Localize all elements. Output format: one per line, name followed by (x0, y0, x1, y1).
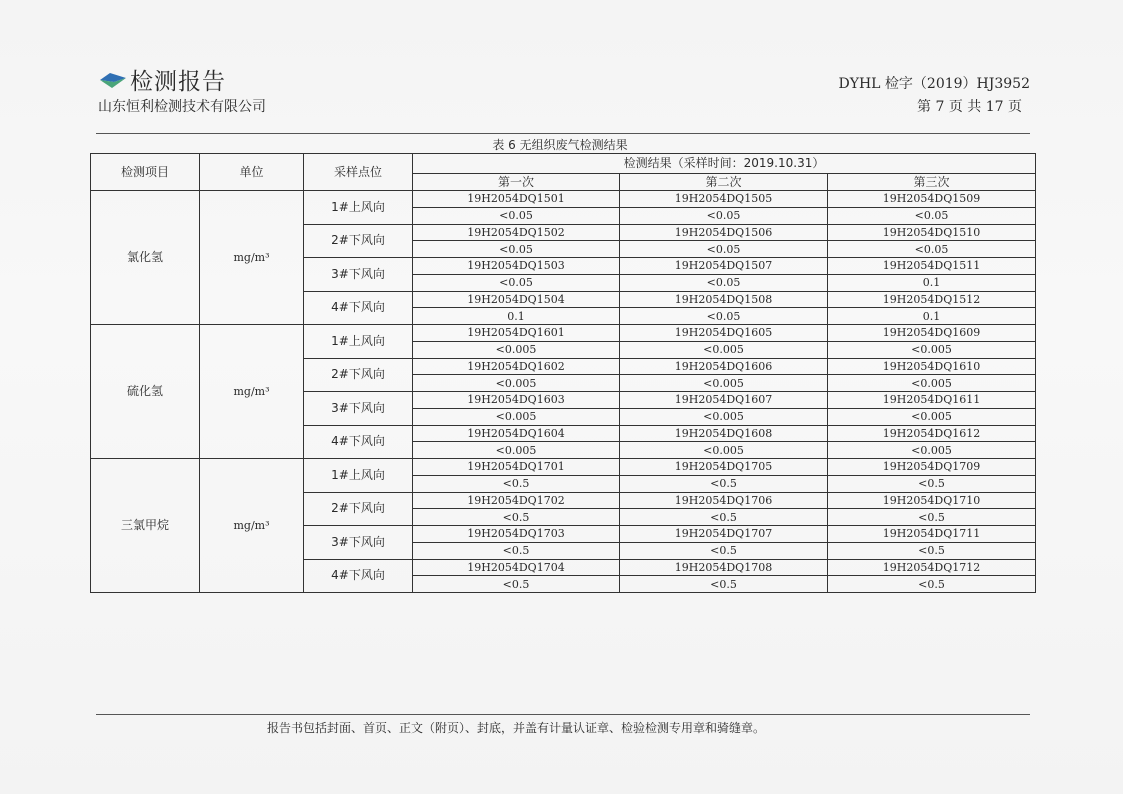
result-value-cell: <0.5 (620, 509, 828, 526)
table-row (91, 459, 1036, 476)
site-cell: 4#下风向 (304, 425, 413, 459)
site-cell: 1#上风向 (304, 325, 413, 359)
result-value-cell: <0.005 (828, 375, 1036, 392)
sample-code-cell: 19H2054DQ1707 (620, 526, 828, 543)
unit-cell: mg/m³ (200, 191, 304, 325)
sample-code-cell: 19H2054DQ1711 (828, 526, 1036, 543)
sample-code-cell: 19H2054DQ1511 (828, 258, 1036, 275)
result-value-cell: <0.005 (620, 408, 828, 425)
sample-code-cell: 19H2054DQ1708 (620, 559, 828, 576)
sample-code-cell: 19H2054DQ1604 (413, 425, 620, 442)
header-round-1: 第一次 (413, 174, 620, 191)
header-unit: 单位 (200, 154, 304, 191)
result-value-cell: <0.005 (413, 408, 620, 425)
footer-note: 报告书包括封面、首页、正文（附页）、封底，并盖有计量认证章、检验检测专用章和骑缝章。 (266, 721, 765, 735)
result-value-cell: <0.05 (828, 207, 1036, 224)
sample-code-cell: 19H2054DQ1505 (620, 191, 828, 208)
report-title: 检测报告 (130, 69, 226, 95)
result-value-cell: <0.05 (413, 241, 620, 258)
sample-code-cell: 19H2054DQ1710 (828, 492, 1036, 509)
sample-code-cell: 19H2054DQ1508 (620, 291, 828, 308)
sample-code-cell: 19H2054DQ1606 (620, 358, 828, 375)
result-value-cell: <0.5 (828, 576, 1036, 593)
result-value-cell: <0.005 (828, 408, 1036, 425)
result-value-cell: <0.5 (828, 475, 1036, 492)
result-value-cell: <0.5 (413, 475, 620, 492)
sample-code-cell: 19H2054DQ1609 (828, 325, 1036, 342)
header-site: 采样点位 (304, 154, 413, 191)
sample-code-cell: 19H2054DQ1610 (828, 358, 1036, 375)
site-cell: 4#下风向 (304, 291, 413, 325)
sample-code-cell: 19H2054DQ1703 (413, 526, 620, 543)
result-value-cell: <0.05 (620, 207, 828, 224)
unit-cell: mg/m³ (200, 459, 304, 593)
result-value-cell: 0.1 (828, 274, 1036, 291)
report-number: DYHL 检字（2019）HJ3952 (838, 76, 1030, 92)
company-logo-icon (98, 70, 128, 90)
site-cell: 3#下风向 (304, 526, 413, 560)
results-table (90, 153, 1036, 593)
result-value-cell: <0.05 (828, 241, 1036, 258)
sample-code-cell: 19H2054DQ1605 (620, 325, 828, 342)
sample-code-cell: 19H2054DQ1501 (413, 191, 620, 208)
result-value-cell: <0.005 (620, 442, 828, 459)
result-value-cell: <0.005 (413, 375, 620, 392)
sample-code-cell: 19H2054DQ1709 (828, 459, 1036, 476)
sample-code-cell: 19H2054DQ1603 (413, 392, 620, 409)
sample-code-cell: 19H2054DQ1509 (828, 191, 1036, 208)
sample-code-cell: 19H2054DQ1701 (413, 459, 620, 476)
site-cell: 2#下风向 (304, 224, 413, 258)
result-value-cell: <0.5 (620, 475, 828, 492)
sample-code-cell: 19H2054DQ1506 (620, 224, 828, 241)
result-value-cell: <0.05 (620, 241, 828, 258)
sample-code-cell: 19H2054DQ1612 (828, 425, 1036, 442)
result-value-cell: <0.05 (620, 308, 828, 325)
result-value-cell: <0.5 (413, 576, 620, 593)
result-value-cell: <0.005 (828, 341, 1036, 358)
results-body (91, 191, 1036, 593)
result-value-cell: <0.5 (620, 576, 828, 593)
result-value-cell: 0.1 (828, 308, 1036, 325)
result-value-cell: <0.5 (413, 542, 620, 559)
site-cell: 1#上风向 (304, 459, 413, 493)
page-number: 第 7 页 共 17 页 (917, 99, 1022, 115)
sample-code-cell: 19H2054DQ1608 (620, 425, 828, 442)
site-cell: 2#下风向 (304, 492, 413, 526)
item-cell: 三氯甲烷 (91, 459, 200, 593)
result-value-cell: <0.05 (620, 274, 828, 291)
result-value-cell: <0.05 (413, 274, 620, 291)
site-cell: 2#下风向 (304, 358, 413, 392)
sample-code-cell: 19H2054DQ1507 (620, 258, 828, 275)
result-value-cell: <0.005 (828, 442, 1036, 459)
result-value-cell: <0.005 (413, 341, 620, 358)
result-value-cell: <0.5 (620, 542, 828, 559)
header-round-3: 第三次 (828, 174, 1036, 191)
page-header (96, 60, 1030, 136)
sample-code-cell: 19H2054DQ1712 (828, 559, 1036, 576)
result-value-cell: <0.5 (828, 509, 1036, 526)
sample-code-cell: 19H2054DQ1512 (828, 291, 1036, 308)
site-cell: 3#下风向 (304, 258, 413, 292)
logo-row (98, 63, 226, 96)
header-divider (96, 133, 1030, 134)
site-cell: 3#下风向 (304, 392, 413, 426)
table-row (91, 191, 1036, 208)
footer-divider (96, 714, 1030, 715)
sample-code-cell: 19H2054DQ1601 (413, 325, 620, 342)
sample-code-cell: 19H2054DQ1502 (413, 224, 620, 241)
header-item: 检测项目 (91, 154, 200, 191)
result-value-cell: <0.5 (828, 542, 1036, 559)
result-value-cell: <0.005 (620, 375, 828, 392)
sample-code-cell: 19H2054DQ1702 (413, 492, 620, 509)
item-cell: 硫化氢 (91, 325, 200, 459)
header-result: 检测结果（采样时间：2019.10.31） (413, 154, 1036, 174)
site-cell: 4#下风向 (304, 559, 413, 593)
sample-code-cell: 19H2054DQ1706 (620, 492, 828, 509)
sample-code-cell: 19H2054DQ1504 (413, 291, 620, 308)
item-cell: 氯化氢 (91, 191, 200, 325)
header-round-2: 第二次 (620, 174, 828, 191)
site-cell: 1#上风向 (304, 191, 413, 225)
result-value-cell: <0.005 (413, 442, 620, 459)
result-value-cell: <0.5 (413, 509, 620, 526)
sample-code-cell: 19H2054DQ1704 (413, 559, 620, 576)
sample-code-cell: 19H2054DQ1705 (620, 459, 828, 476)
sample-code-cell: 19H2054DQ1611 (828, 392, 1036, 409)
sample-code-cell: 19H2054DQ1607 (620, 392, 828, 409)
company-name: 山东恒利检测技术有限公司 (98, 99, 266, 115)
sample-code-cell: 19H2054DQ1503 (413, 258, 620, 275)
result-value-cell: <0.005 (620, 341, 828, 358)
table-title: 表 6 无组织废气检测结果 (492, 138, 628, 152)
result-value-cell: <0.05 (413, 207, 620, 224)
sample-code-cell: 19H2054DQ1602 (413, 358, 620, 375)
unit-cell: mg/m³ (200, 325, 304, 459)
sample-code-cell: 19H2054DQ1510 (828, 224, 1036, 241)
result-value-cell: 0.1 (413, 308, 620, 325)
table-row (91, 325, 1036, 342)
